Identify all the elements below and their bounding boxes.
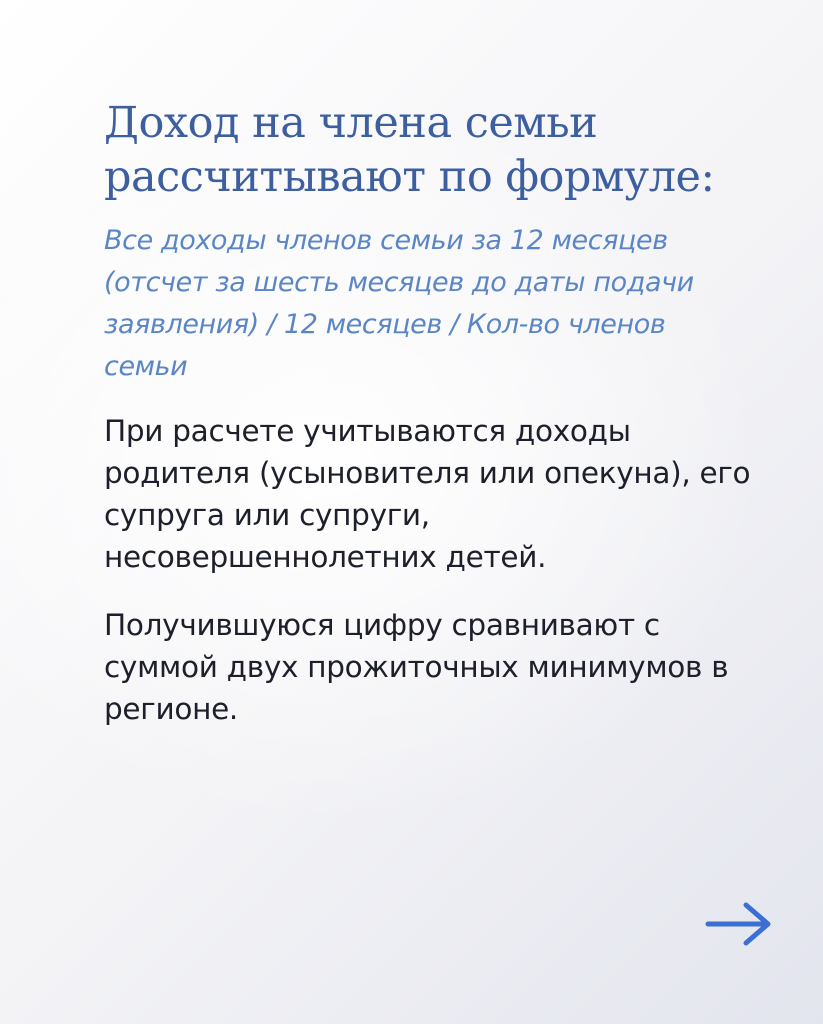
arrow-right-icon (704, 900, 774, 948)
formula-text: Все доходы членов семьи за 12 месяцев (отсчет за шесть месяцев до даты подачи заявления) / 12 месяцев / Кол-во членов семьи (104, 225, 694, 382)
next-slide-button[interactable] (704, 900, 774, 948)
comparison-paragraph: Получившуюся цифру сравнивают с суммой двух прожиточных минимумов в регионе. (104, 608, 729, 726)
slide-title: Доход на члена семьи рассчитывают по формуле: (104, 98, 715, 202)
income-members-paragraph: При расчете учитываются доходы родителя (усыновителя или опекуна), его супруга или супруги, несовершеннолетних детей. (104, 414, 751, 574)
